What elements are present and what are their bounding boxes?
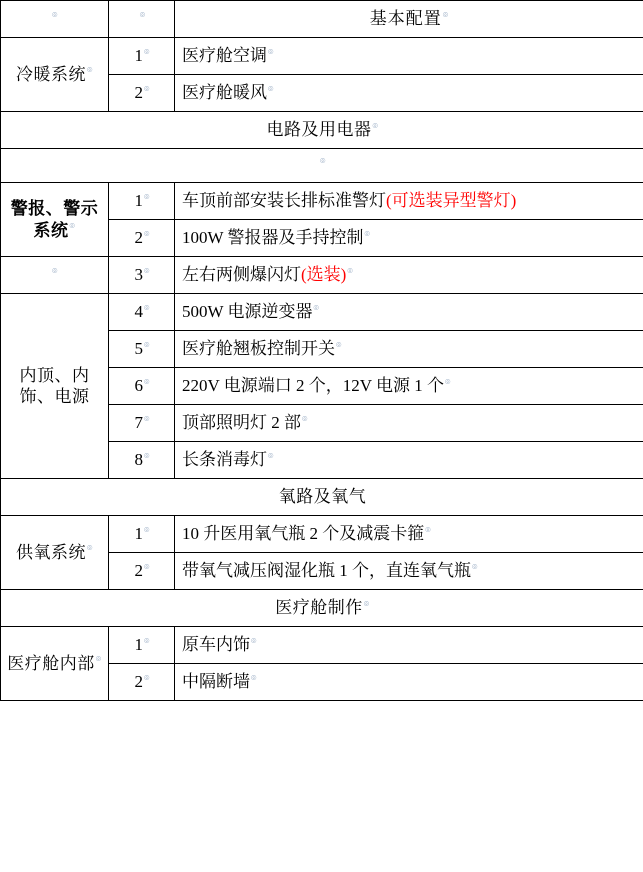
item-description-label: 500W 电源逆变器: [182, 302, 313, 322]
item-description: [175, 294, 643, 331]
table-row: [1, 590, 643, 627]
proof-mark-icon: ⌾: [364, 228, 370, 239]
item-number: [109, 38, 175, 75]
proof-mark-icon: ⌾: [144, 228, 150, 239]
section-label: 氧路及氧气: [278, 487, 367, 507]
item-description-label: 左右两侧爆闪灯: [182, 265, 301, 285]
item-number: [109, 183, 175, 220]
item-description-label: 100W 警报器及手持控制: [182, 228, 364, 248]
proof-mark-icon: ⌾: [144, 672, 150, 683]
item-number: [109, 516, 175, 553]
proof-mark-icon: ⌾: [313, 302, 319, 313]
proof-mark-icon: ⌾: [268, 450, 274, 461]
table-row: [1, 112, 643, 149]
category-cell-empty: [1, 257, 109, 294]
proof-mark-icon: ⌾: [144, 413, 150, 424]
item-description: [175, 75, 643, 112]
item-description: [175, 331, 643, 368]
proof-mark-icon: ⌾: [472, 561, 478, 572]
table-row: [1, 627, 643, 664]
item-number-label: 1: [134, 46, 144, 66]
category-cell-oxygen-supply: [1, 516, 109, 590]
item-number: [109, 220, 175, 257]
item-description-label: 医疗舱空调: [182, 46, 267, 66]
proof-mark-icon: ⌾: [442, 9, 450, 20]
item-description-label: 医疗舱翘板控制开关: [182, 339, 335, 359]
category-cell-alarm-warning: [1, 183, 109, 257]
item-description: [175, 38, 643, 75]
item-description-label: 带氧气减压阀湿化瓶 1 个，直连氧气瓶: [182, 561, 471, 581]
item-number: [109, 368, 175, 405]
item-number-label: 2: [134, 672, 144, 692]
section-header-oxygen: [1, 479, 643, 516]
category-cell-interior-power: [1, 294, 109, 479]
table-row: [1, 479, 643, 516]
item-description: [175, 220, 643, 257]
proof-mark-icon: ⌾: [139, 9, 146, 20]
proof-mark-icon: ⌾: [302, 413, 308, 424]
item-number: [109, 442, 175, 479]
item-description-label: 原车内饰: [182, 635, 250, 655]
proof-mark-icon: ⌾: [336, 339, 342, 350]
proof-mark-icon: ⌾: [268, 46, 274, 57]
item-description: [175, 442, 643, 479]
table-row: [1, 294, 643, 331]
proof-mark-icon: ⌾: [52, 9, 58, 20]
proof-mark-icon: ⌾: [144, 635, 150, 646]
item-number-label: 5: [134, 339, 144, 359]
proof-mark-icon: ⌾: [144, 83, 150, 94]
category-label: 警报、警示系统: [10, 199, 99, 240]
category-label: 冷暖系统: [16, 64, 87, 84]
proof-mark-icon: ⌾: [144, 524, 150, 535]
proof-mark-icon: ⌾: [372, 120, 379, 131]
proof-mark-icon: ⌾: [144, 339, 150, 350]
item-number: [109, 405, 175, 442]
proof-mark-icon: ⌾: [320, 156, 326, 167]
table-row: [1, 38, 643, 75]
item-number: [109, 331, 175, 368]
item-number-label: 1: [134, 524, 144, 544]
header-cell-category: [1, 1, 109, 38]
proof-mark-icon: ⌾: [144, 265, 150, 276]
proof-mark-icon: ⌾: [444, 376, 451, 387]
item-description-label: 长条消毒灯: [182, 450, 267, 470]
item-description-label: 220V 电源端口 2 个，12V 电源 1 个: [182, 376, 444, 396]
proof-mark-icon: ⌾: [363, 598, 370, 609]
table-row: [1, 149, 643, 183]
table-body: [1, 1, 643, 701]
item-description: [175, 257, 643, 294]
item-description: [175, 627, 643, 664]
proof-mark-icon: ⌾: [347, 265, 353, 276]
proof-mark-icon: ⌾: [87, 65, 93, 76]
section-label: 电路及用电器: [266, 120, 372, 140]
page-title: 基本配置: [369, 9, 442, 29]
item-number: [109, 627, 175, 664]
section-label: 医疗舱制作: [275, 598, 363, 618]
item-description: [175, 183, 643, 220]
item-description: [175, 664, 643, 701]
item-number-label: 4: [134, 302, 144, 322]
item-number-label: 2: [134, 83, 144, 103]
item-number-label: 1: [134, 191, 144, 211]
section-blank-row: [1, 149, 643, 183]
item-number: [109, 553, 175, 590]
item-description: [175, 516, 643, 553]
category-cell-cabin-interior: [1, 627, 109, 701]
item-number-label: 2: [134, 561, 144, 581]
category-label: 医疗舱内部: [7, 653, 95, 673]
proof-mark-icon: ⌾: [251, 672, 257, 683]
item-number: [109, 75, 175, 112]
proof-mark-icon: ⌾: [87, 543, 93, 554]
proof-mark-icon: ⌾: [268, 83, 274, 94]
item-description-label: 车顶前部安装长排标准警灯: [182, 191, 386, 211]
item-description: [175, 405, 643, 442]
item-number: [109, 664, 175, 701]
proof-mark-icon: ⌾: [425, 524, 431, 535]
proof-mark-icon: ⌾: [69, 220, 76, 231]
item-description-label: 医疗舱暖风: [182, 83, 267, 103]
proof-mark-icon: ⌾: [144, 302, 150, 313]
table-row: [1, 183, 643, 220]
proof-mark-icon: ⌾: [144, 561, 150, 572]
item-number-label: 2: [134, 228, 144, 248]
item-number: [109, 294, 175, 331]
proof-mark-icon: ⌾: [144, 46, 150, 57]
proof-mark-icon: ⌾: [144, 376, 150, 387]
item-description: [175, 368, 643, 405]
item-number-label: 1: [134, 635, 144, 655]
proof-mark-icon: ⌾: [52, 265, 58, 276]
item-description: [175, 553, 643, 590]
proof-mark-icon: ⌾: [144, 450, 150, 461]
item-description-label: 中隔断墙: [182, 672, 250, 692]
item-number-label: 8: [134, 450, 144, 470]
header-cell-number: [109, 1, 175, 38]
item-option-note: (选装): [301, 265, 347, 285]
item-description-label: 10 升医用氧气瓶 2 个及减震卡箍: [182, 524, 425, 544]
item-option-note: (可选装异型警灯): [386, 191, 517, 211]
section-header-cabin-fabrication: [1, 590, 643, 627]
item-number: [109, 257, 175, 294]
item-number-label: 7: [134, 413, 144, 433]
item-description-label: 顶部照明灯 2 部: [182, 413, 301, 433]
section-header-electrical: [1, 112, 643, 149]
table-row: [1, 257, 643, 294]
proof-mark-icon: ⌾: [251, 635, 257, 646]
table-row: [1, 1, 643, 38]
header-cell-title: [175, 1, 643, 38]
table-row: [1, 516, 643, 553]
item-number-label: 3: [134, 265, 144, 285]
category-label: 供氧系统: [16, 542, 87, 562]
category-cell-cooling-heating: [1, 38, 109, 112]
proof-mark-icon: ⌾: [144, 191, 150, 202]
proof-mark-icon: ⌾: [95, 654, 102, 665]
item-number-label: 6: [134, 376, 144, 396]
category-label: 内顶、内饰、电源: [19, 365, 90, 406]
